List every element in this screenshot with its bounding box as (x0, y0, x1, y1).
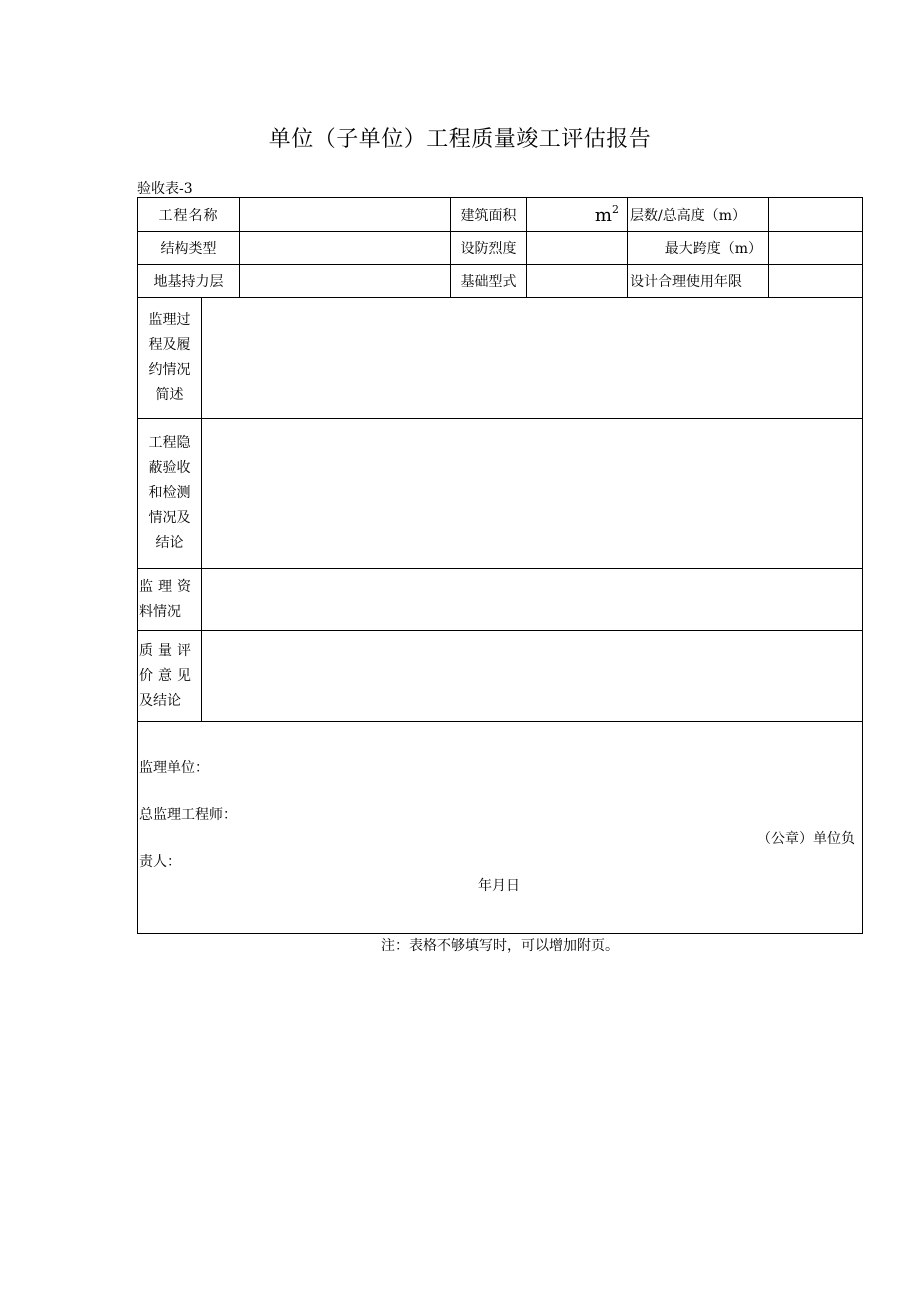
page-title: 单位（子单位）工程质量竣工评估报告 (268, 127, 652, 152)
floors-height-value[interactable] (769, 198, 863, 232)
row-supervision-process (138, 298, 863, 419)
seismic-intensity-value[interactable] (527, 232, 628, 265)
supervision-docs-content[interactable] (202, 569, 863, 631)
design-life-value[interactable] (769, 265, 863, 298)
evaluation-form (137, 197, 863, 934)
hidden-inspection-label: 工程隐 蔽验收 和检测 情况及 结论 (138, 419, 202, 569)
row-quality-evaluation (138, 631, 863, 722)
structure-type-value[interactable] (240, 232, 451, 265)
supervision-process-label: 监理过 程及履 约情况 简述 (138, 298, 202, 419)
date-label: 年月日 (478, 878, 520, 894)
seismic-intensity-label: 设防烈度 (451, 232, 527, 265)
responsible-person-label: 责人： (139, 854, 181, 870)
building-area-label: 建筑面积 (451, 198, 527, 232)
bearing-layer-value[interactable] (240, 265, 451, 298)
row-signature (138, 722, 863, 934)
footnote: 注：表格不够填写时，可以增加附页。 (381, 938, 619, 954)
floors-height-label: 层数/总高度（m） (628, 198, 769, 232)
chief-engineer-label: 总监理工程师： (139, 807, 237, 823)
row-bearing-layer (138, 265, 863, 298)
bearing-layer-label: 地基持力层 (138, 265, 240, 298)
row-structure-type (138, 232, 863, 265)
project-name-label: 工程名称 (138, 198, 240, 232)
project-name-value[interactable] (240, 198, 451, 232)
max-span-label: 最大跨度（m） (628, 232, 769, 265)
design-life-label: 设计合理使用年限 (628, 265, 769, 298)
hidden-inspection-content[interactable] (202, 419, 863, 569)
supervision-docs-label: 监理资 料情况 (138, 569, 202, 631)
row-supervision-docs (138, 569, 863, 631)
area-unit: m (594, 205, 612, 226)
quality-evaluation-label: 质量评 价意见 及结论 (138, 631, 202, 722)
foundation-type-label: 基础型式 (451, 265, 527, 298)
building-area-value[interactable] (527, 198, 628, 232)
row-project-name (138, 198, 863, 232)
seal-label: （公章）单位负 (757, 831, 855, 847)
quality-evaluation-content[interactable] (202, 631, 863, 722)
form-code: 验收表-3 (137, 181, 193, 197)
supervision-process-content[interactable] (202, 298, 863, 419)
structure-type-label: 结构类型 (138, 232, 240, 265)
area-unit-exponent: 2 (612, 203, 619, 216)
supervision-unit-label: 监理单位： (139, 760, 209, 776)
max-span-value[interactable] (769, 232, 863, 265)
signature-block (138, 722, 863, 934)
foundation-type-value[interactable] (527, 265, 628, 298)
row-hidden-inspection (138, 419, 863, 569)
